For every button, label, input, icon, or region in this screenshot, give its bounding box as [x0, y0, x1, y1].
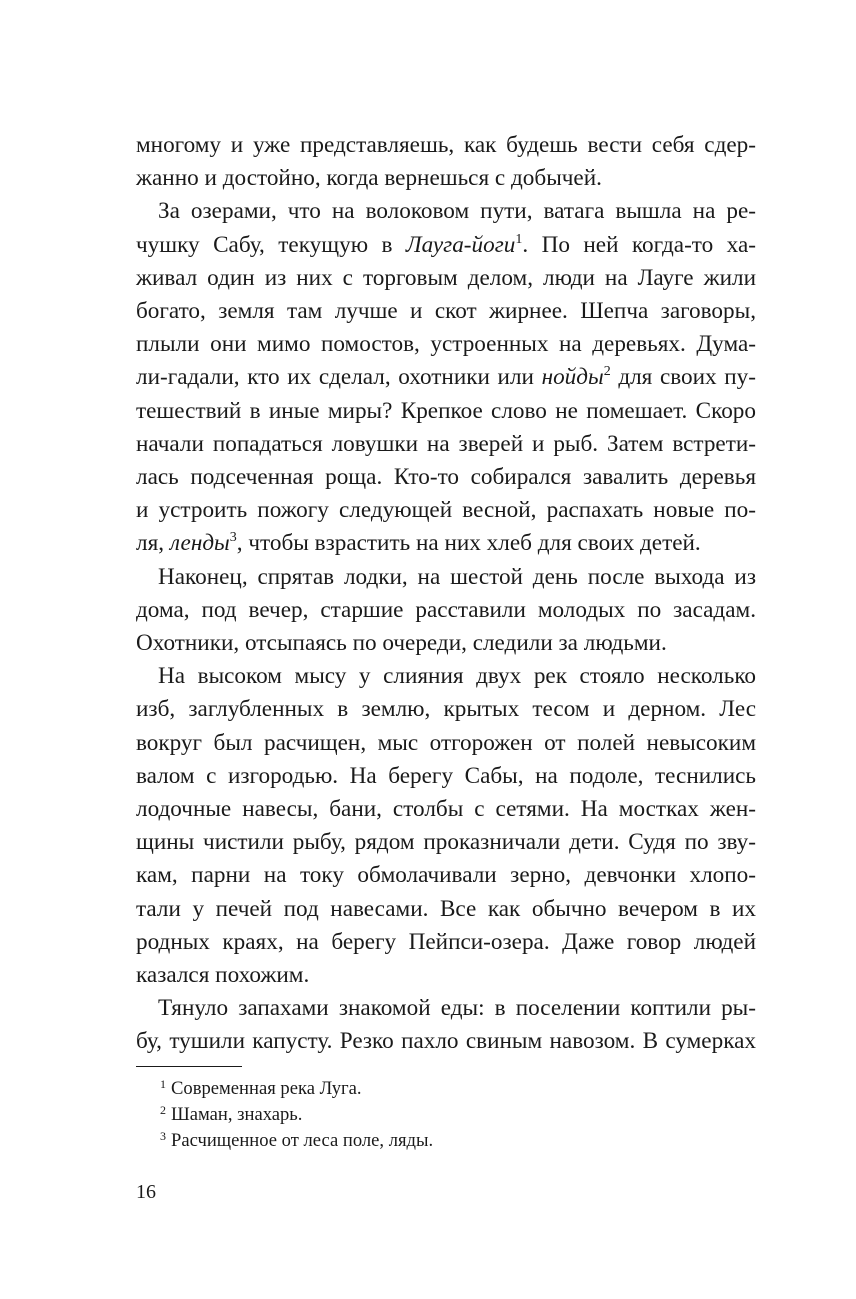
text-line	[136, 793, 756, 826]
text-line	[136, 727, 756, 760]
footnote-2-text: Шаман, знахарь.	[171, 1104, 303, 1125]
text-run: Тянуло запахами знакомой еды: в поселении коптили ры-	[158, 995, 756, 1022]
text-line	[136, 1025, 756, 1058]
footnote-2	[160, 1102, 433, 1128]
text-line	[136, 428, 756, 461]
text-run: казался похожим.	[136, 962, 310, 989]
text-line	[136, 229, 756, 262]
text-run: лодочные навесы, бани, столбы с сетями. На мостках жен-	[136, 796, 756, 823]
text-line	[136, 162, 756, 195]
text-line	[136, 295, 756, 328]
text-run: . По ней когда-то ха-	[522, 231, 756, 258]
text-run: На высоком мысу у слияния двух рек стояло несколько	[158, 663, 756, 690]
text-run: начали попадаться ловушки на зверей и рыб. Затем встрети-	[136, 430, 756, 457]
text-line	[136, 561, 756, 594]
text-run: изб, заглубленных в землю, крытых тесом и дерном. Лес	[136, 696, 756, 723]
text-line	[136, 992, 756, 1025]
text-line	[136, 959, 756, 992]
footnote-1-text: Современная река Луга.	[171, 1078, 362, 1099]
text-run: вокруг был расчищен, мыс отгорожен от полей невысоким	[136, 729, 756, 756]
italic-term: нойды	[541, 364, 604, 391]
text-line	[136, 660, 756, 693]
footnote-2-number: 2	[160, 1103, 166, 1117]
text-run: тали у печей под навесами. Все как обычно вечером в их	[136, 895, 756, 922]
footnote-ref: 3	[229, 530, 237, 546]
text-run: валом с изгородью. На берегу Сабы, на подоле, теснились	[136, 762, 756, 789]
text-line	[136, 627, 756, 660]
text-line	[136, 129, 756, 162]
text-line	[136, 693, 756, 726]
text-run: ля,	[136, 530, 170, 557]
text-run: ли-гадали, кто их сделал, охотники или	[136, 364, 542, 391]
text-line	[136, 760, 756, 793]
footnote-3	[160, 1128, 433, 1154]
footnote-ref: 2	[603, 364, 611, 380]
italic-term: ленды	[169, 530, 230, 557]
text-run: богато, земля там лучше и скот жирнее. Шепча заговоры,	[136, 298, 756, 325]
text-run: плыли они мимо помостов, устроенных на деревьях. Дума-	[136, 331, 756, 358]
footnotes	[160, 1076, 433, 1154]
text-run: щины чистили рыбу, рядом проказничали дети. Судя по зву-	[136, 829, 756, 856]
text-line	[136, 361, 756, 394]
footnote-separator	[136, 1066, 242, 1067]
text-line	[136, 262, 756, 295]
text-line	[136, 461, 756, 494]
text-line	[136, 494, 756, 527]
text-run: и устроить пожогу следующей весной, распахать новые по-	[136, 497, 756, 524]
text-run: кам, парни на току обмолачивали зерно, девчонки хлопо-	[136, 862, 756, 889]
text-run: чушку Сабу, текущую в	[136, 231, 406, 258]
text-run: лась подсеченная роща. Кто-то собирался завалить деревья	[136, 464, 756, 491]
text-line	[136, 328, 756, 361]
footnote-ref: 1	[515, 231, 523, 247]
page-number: 16	[136, 1181, 156, 1203]
main-text	[136, 129, 756, 1059]
text-run: бу, тушили капусту. Резко пахло свиным навозом. В сумерках	[136, 1028, 756, 1055]
text-line	[136, 395, 756, 428]
footnote-3-text: Расчищенное от леса поле, ляды.	[171, 1130, 434, 1151]
page-body	[136, 129, 756, 1059]
text-line	[136, 195, 756, 228]
text-run: , чтобы взрастить на них хлеб для своих детей.	[236, 530, 701, 557]
text-line	[136, 926, 756, 959]
text-line	[136, 859, 756, 892]
text-run: многому и уже представляешь, как будешь вести себя сдер-	[136, 132, 756, 158]
text-line	[136, 594, 756, 627]
footnote-3-number: 3	[160, 1129, 166, 1143]
footnote-1	[160, 1076, 433, 1102]
text-run: За озерами, что на волоковом пути, ватага вышла на ре-	[158, 198, 756, 225]
text-line	[136, 893, 756, 926]
text-line	[136, 527, 756, 560]
text-run: живал один из них с торговым делом, люди на Лауге жили	[136, 264, 756, 291]
italic-term: Лауга-йоги	[405, 231, 516, 258]
footnote-1-number: 1	[160, 1077, 166, 1091]
text-run: Охотники, отсыпаясь по очереди, следили за людьми.	[136, 630, 667, 657]
text-run: для своих пу-	[610, 364, 756, 391]
text-run: жанно и достойно, когда вернешься с добычей.	[136, 165, 602, 192]
text-run: тешествий в иные миры? Крепкое слово не помешает. Скоро	[136, 397, 756, 424]
text-run: Наконец, спрятав лодки, на шестой день после выхода из	[158, 563, 756, 590]
text-run: дома, под вечер, старшие расставили молодых по засадам.	[136, 596, 756, 623]
text-line	[136, 826, 756, 859]
text-run: родных краях, на берегу Пейпси-озера. Даже говор людей	[136, 928, 756, 955]
